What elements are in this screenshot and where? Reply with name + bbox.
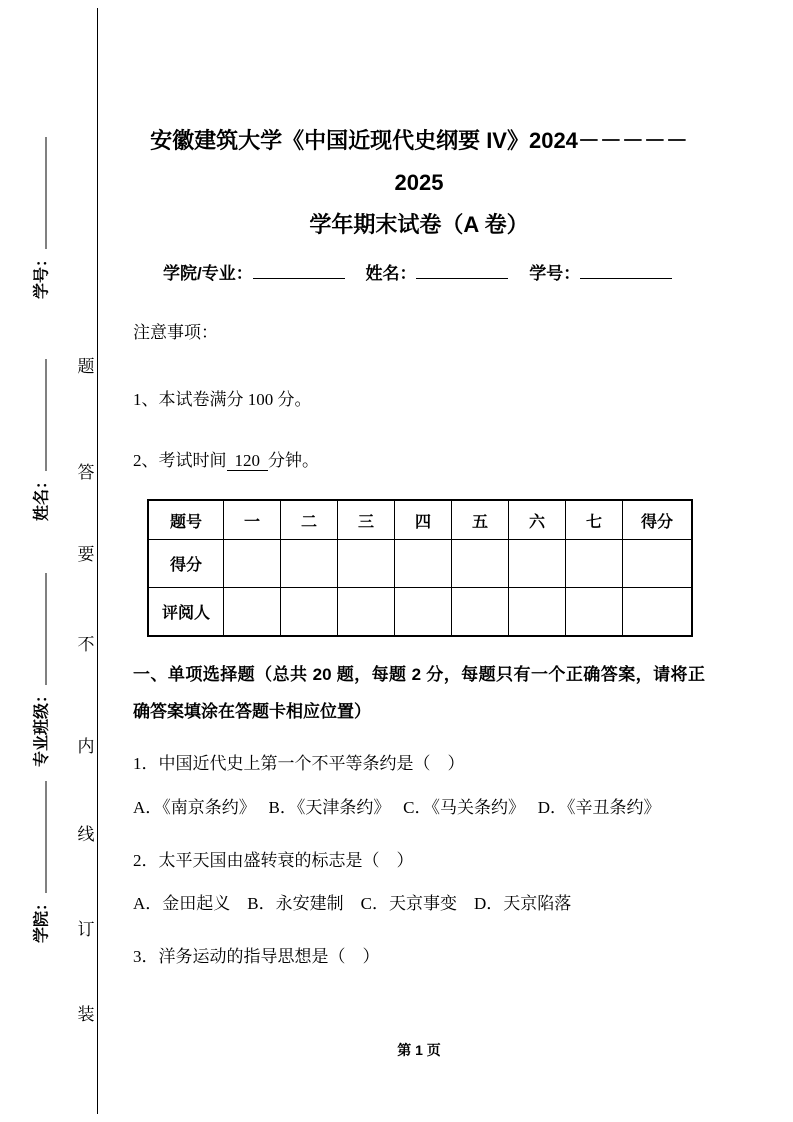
- score-table-header-cell: 二: [281, 500, 338, 540]
- page-title-line1: 安徽建筑大学《中国近现代史纲要 IV》2024－－－－－2025: [150, 128, 688, 195]
- binding-text-char: 装: [77, 1005, 95, 1024]
- exam-content: [133, 0, 705, 976]
- table-cell-empty: [395, 588, 452, 637]
- score-table-header-cell: 七: [566, 500, 623, 540]
- binding-text-char: 订: [77, 920, 95, 939]
- score-table-header-cell: 得分: [623, 500, 693, 540]
- notes-heading: 注意事项：: [133, 323, 218, 343]
- binding-text-char: 要: [77, 545, 95, 564]
- table-cell-empty: [566, 588, 623, 637]
- margin-field-major-class: [29, 573, 52, 767]
- binding-text-char: 线: [77, 825, 95, 844]
- binding-text-char: 答: [77, 463, 95, 482]
- score-table-header-row: [148, 500, 692, 540]
- binding-text-char: 不: [77, 635, 95, 654]
- question-3-text: 3．洋务运动的指导思想是（ ）: [133, 946, 380, 966]
- student-info-line: [133, 259, 705, 284]
- blank-line: [253, 261, 345, 279]
- table-cell-empty: [623, 588, 693, 637]
- page-title-line2: 学年期末试卷（A 卷）: [309, 211, 529, 237]
- section-1-heading: 一、单项选择题（总共 20 题，每题 2 分，每题只有一个正确答案，请将正确答案填涂在答题卡相应位置）: [133, 665, 705, 721]
- margin-field-school: [29, 781, 52, 943]
- blank-line: [32, 781, 47, 893]
- table-cell-empty: [224, 540, 281, 588]
- note-item-2-suffix: 分钟。: [268, 451, 319, 471]
- binding-text-char: 内: [77, 737, 95, 756]
- margin-field-name: [29, 359, 52, 521]
- field-label: 学号：: [529, 264, 581, 284]
- score-table-header-cell: 题号: [148, 500, 224, 540]
- table-cell-empty: [452, 588, 509, 637]
- table-cell-empty: [338, 588, 395, 637]
- table-cell-empty: [452, 540, 509, 588]
- table-cell-empty: [509, 588, 566, 637]
- margin-field-label: 学院：: [33, 894, 51, 944]
- note-item-2: [133, 446, 705, 471]
- blank-line: [32, 359, 47, 471]
- question-2-options: A．金田起义 B．永安建制 C．天京事变 D．天京陷落: [133, 893, 572, 913]
- table-cell-empty: [395, 540, 452, 588]
- note-item-2-prefix: 2、考试时间: [133, 451, 227, 471]
- table-cell-empty: [566, 540, 623, 588]
- question-2-text: 2．太平天国由盛转衰的标志是（ ）: [133, 850, 414, 870]
- field-name: [365, 264, 508, 283]
- page-title: [133, 120, 705, 245]
- field-school-major: [163, 264, 345, 283]
- table-cell-empty: [224, 588, 281, 637]
- blank-line: [580, 261, 672, 279]
- field-label: 姓名：: [365, 264, 417, 284]
- margin-field-label: 专业班级：: [33, 686, 51, 768]
- score-row-label: 得分: [148, 540, 224, 588]
- score-table-header-cell: 六: [509, 500, 566, 540]
- table-cell-empty: [509, 540, 566, 588]
- reviewer-row-label: 评阅人: [148, 588, 224, 637]
- blank-line: [416, 261, 508, 279]
- question-1-options: A．《南京条约》 B．《天津条约》 C．《马关条约》 D．《辛丑条约》: [133, 797, 661, 817]
- score-table-header-cell: 五: [452, 500, 509, 540]
- score-table-header-cell: 一: [224, 500, 281, 540]
- blank-line: [32, 573, 47, 685]
- score-table: [147, 499, 693, 637]
- score-table-header-cell: 四: [395, 500, 452, 540]
- table-cell-empty: [281, 588, 338, 637]
- note-item-1: 1、本试卷满分 100 分。: [133, 390, 312, 410]
- score-table-score-row: [148, 540, 692, 588]
- question-1-text: 1．中国近代史上第一个不平等条约是（ ）: [133, 754, 465, 774]
- margin-field-label: 姓名：: [33, 472, 51, 522]
- page-footer: 第 1 页: [397, 1042, 441, 1058]
- table-cell-empty: [338, 540, 395, 588]
- blank-line: [32, 137, 47, 249]
- table-cell-empty: [623, 540, 693, 588]
- field-label: 学院/专业：: [163, 264, 253, 284]
- field-student-id: [529, 264, 672, 283]
- score-table-reviewer-row: [148, 588, 692, 637]
- binding-text-char: 题: [77, 357, 95, 376]
- table-cell-empty: [281, 540, 338, 588]
- note-item-2-underlined-value: 120: [227, 451, 269, 471]
- score-table-header-cell: 三: [338, 500, 395, 540]
- margin-field-label: 学号：: [33, 250, 51, 300]
- margin-field-student-id: [29, 137, 52, 299]
- binding-line: [97, 8, 98, 1114]
